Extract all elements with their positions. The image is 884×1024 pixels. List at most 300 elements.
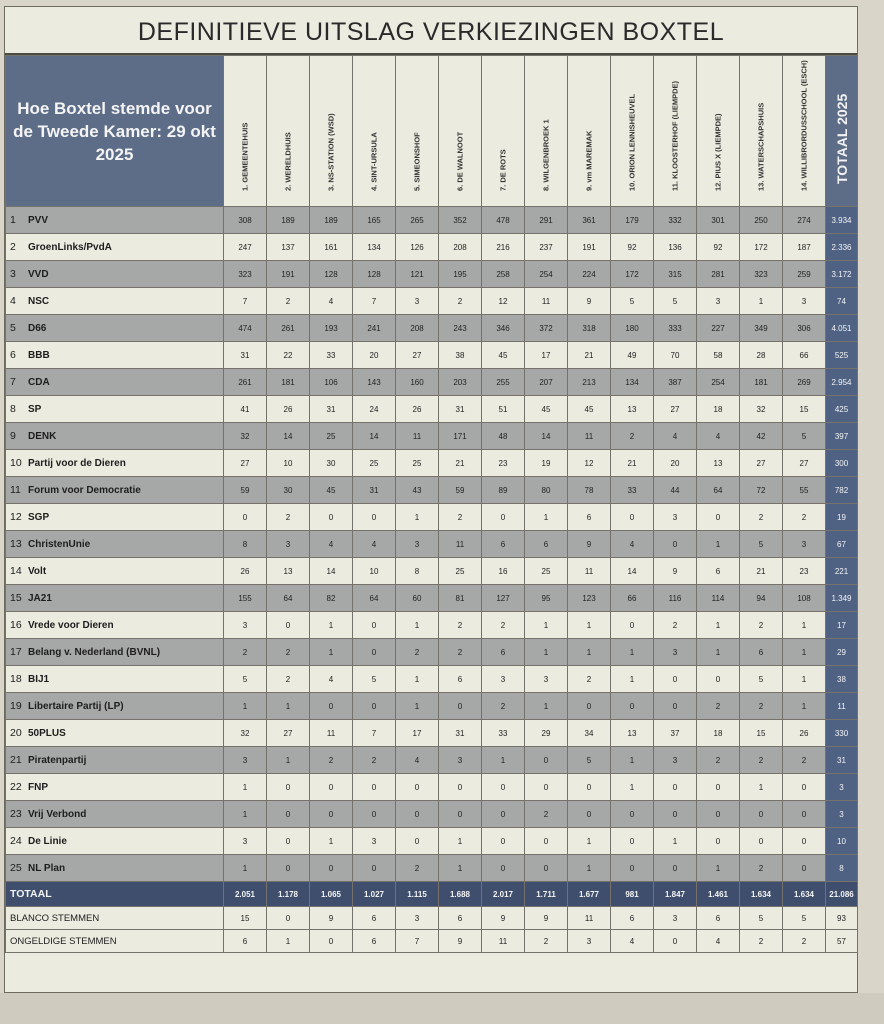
vote-cell: 66 [783, 342, 826, 369]
vote-cell: 1 [267, 693, 310, 720]
column-header-label: 10. ORION LENNISHEUVEL [627, 93, 637, 191]
party-name: BBB [28, 350, 50, 361]
vote-cell: 0 [654, 801, 697, 828]
vote-cell: 181 [740, 369, 783, 396]
vote-cell: 14 [267, 423, 310, 450]
vote-cell: 179 [611, 207, 654, 234]
extra-cell: 4 [697, 930, 740, 953]
vote-cell: 13 [611, 396, 654, 423]
vote-cell: 2 [482, 612, 525, 639]
vote-cell: 161 [310, 234, 353, 261]
vote-cell: 32 [224, 423, 267, 450]
party-total-cell: 3 [826, 774, 858, 801]
vote-cell: 172 [611, 261, 654, 288]
vote-cell: 1 [568, 828, 611, 855]
party-number: 14 [10, 565, 22, 577]
vote-cell: 0 [353, 612, 396, 639]
party-cell [6, 666, 224, 693]
vote-cell: 160 [396, 369, 439, 396]
vote-cell: 1 [654, 828, 697, 855]
vote-cell: 191 [568, 234, 611, 261]
vote-cell: 32 [224, 720, 267, 747]
party-name: Belang v. Nederland (BVNL) [28, 647, 161, 658]
extra-cell: 6 [353, 907, 396, 930]
vote-cell: 37 [654, 720, 697, 747]
vote-cell: 25 [396, 450, 439, 477]
vote-cell: 187 [783, 234, 826, 261]
vote-cell: 2 [740, 504, 783, 531]
vote-cell: 203 [439, 369, 482, 396]
vote-cell: 21 [611, 450, 654, 477]
vote-cell: 38 [439, 342, 482, 369]
extra-total-cell: 93 [826, 907, 858, 930]
vote-cell: 7 [224, 288, 267, 315]
party-name: DENK [28, 431, 57, 442]
column-header [654, 56, 697, 207]
party-name: Volt [28, 566, 47, 577]
totaal-cell: 1.711 [525, 882, 568, 907]
vote-cell: 1 [783, 639, 826, 666]
party-number: 21 [10, 754, 22, 766]
vote-cell: 4 [396, 747, 439, 774]
vote-cell: 13 [697, 450, 740, 477]
vote-cell: 10 [267, 450, 310, 477]
vote-cell: 1 [568, 855, 611, 882]
vote-cell: 0 [482, 504, 525, 531]
vote-cell: 31 [353, 477, 396, 504]
vote-cell: 3 [654, 747, 697, 774]
vote-cell: 208 [396, 315, 439, 342]
vote-cell: 59 [224, 477, 267, 504]
vote-cell: 3 [224, 747, 267, 774]
vote-cell: 0 [310, 693, 353, 720]
vote-cell: 301 [697, 207, 740, 234]
vote-cell: 27 [224, 450, 267, 477]
vote-cell: 2 [525, 801, 568, 828]
vote-cell: 1 [396, 612, 439, 639]
party-name: JA21 [28, 593, 52, 604]
vote-cell: 1 [310, 612, 353, 639]
party-total-cell: 19 [826, 504, 858, 531]
column-header-label: 11. KLOOSTERHOF (LIEMPDE) [670, 80, 680, 191]
totaal-cell: 1.847 [654, 882, 697, 907]
vote-cell: 1 [783, 612, 826, 639]
party-total-cell: 11 [826, 693, 858, 720]
vote-cell: 64 [267, 585, 310, 612]
extra-cell: 2 [783, 930, 826, 953]
table-row [6, 261, 858, 288]
extra-cell: 9 [310, 907, 353, 930]
vote-cell: 9 [568, 531, 611, 558]
vote-cell: 5 [224, 666, 267, 693]
vote-cell: 4 [697, 423, 740, 450]
vote-cell: 0 [353, 639, 396, 666]
vote-cell: 1 [697, 855, 740, 882]
column-header [568, 56, 611, 207]
vote-cell: 0 [568, 774, 611, 801]
vote-cell: 14 [353, 423, 396, 450]
vote-cell: 180 [611, 315, 654, 342]
vote-cell: 3 [783, 288, 826, 315]
vote-cell: 31 [439, 720, 482, 747]
column-header [525, 56, 568, 207]
vote-cell: 1 [697, 531, 740, 558]
table-row [6, 207, 858, 234]
party-number: 10 [10, 457, 22, 469]
column-header-label: 7. DE ROTS [498, 149, 508, 191]
party-name: SGP [28, 512, 50, 523]
party-number: 7 [10, 376, 16, 388]
vote-cell: 0 [697, 774, 740, 801]
vote-cell: 0 [611, 855, 654, 882]
vote-cell: 237 [525, 234, 568, 261]
party-cell [6, 693, 224, 720]
vote-cell: 66 [611, 585, 654, 612]
vote-cell: 189 [310, 207, 353, 234]
vote-cell: 1 [482, 747, 525, 774]
party-name: Partij voor de Dieren [28, 458, 126, 469]
vote-cell: 45 [568, 396, 611, 423]
party-name: De Linie [28, 836, 67, 847]
column-header-label: 2. WERELDHUIS [283, 132, 293, 191]
vote-cell: 11 [439, 531, 482, 558]
extra-cell: 0 [654, 930, 697, 953]
vote-cell: 155 [224, 585, 267, 612]
vote-cell: 1 [396, 666, 439, 693]
vote-cell: 3 [224, 828, 267, 855]
vote-cell: 259 [783, 261, 826, 288]
vote-cell: 0 [482, 801, 525, 828]
vote-cell: 9 [654, 558, 697, 585]
vote-cell: 10 [353, 558, 396, 585]
totaal-cell: 1.178 [267, 882, 310, 907]
vote-cell: 41 [224, 396, 267, 423]
extra-cell: 11 [568, 907, 611, 930]
vote-cell: 5 [611, 288, 654, 315]
party-name: Vrede voor Dieren [28, 620, 114, 631]
party-cell [6, 396, 224, 423]
vote-cell: 0 [353, 801, 396, 828]
vote-cell: 2 [267, 639, 310, 666]
party-total-cell: 330 [826, 720, 858, 747]
party-name: ChristenUnie [28, 539, 91, 550]
vote-cell: 0 [310, 801, 353, 828]
extra-cell: 5 [740, 907, 783, 930]
vote-cell: 2 [310, 747, 353, 774]
party-number: 17 [10, 646, 22, 658]
vote-cell: 72 [740, 477, 783, 504]
vote-cell: 1 [267, 747, 310, 774]
totaal-cell: 1.634 [783, 882, 826, 907]
vote-cell: 11 [310, 720, 353, 747]
party-total-cell: 3.934 [826, 207, 858, 234]
party-total-cell: 782 [826, 477, 858, 504]
vote-cell: 0 [396, 774, 439, 801]
extra-cell: 9 [482, 907, 525, 930]
vote-cell: 136 [654, 234, 697, 261]
results-table [5, 55, 858, 953]
vote-cell: 224 [568, 261, 611, 288]
party-number: 2 [10, 241, 16, 253]
vote-cell: 1 [396, 693, 439, 720]
vote-cell: 17 [525, 342, 568, 369]
extra-total-cell: 57 [826, 930, 858, 953]
vote-cell: 3 [482, 666, 525, 693]
vote-cell: 3 [525, 666, 568, 693]
party-total-cell: 38 [826, 666, 858, 693]
vote-cell: 2 [740, 747, 783, 774]
totaal-cell: 981 [611, 882, 654, 907]
vote-cell: 3 [654, 639, 697, 666]
vote-cell: 349 [740, 315, 783, 342]
vote-cell: 3 [783, 531, 826, 558]
vote-cell: 318 [568, 315, 611, 342]
party-cell [6, 585, 224, 612]
vote-cell: 21 [740, 558, 783, 585]
vote-cell: 2 [396, 855, 439, 882]
vote-cell: 5 [568, 747, 611, 774]
vote-cell: 0 [611, 612, 654, 639]
vote-cell: 45 [482, 342, 525, 369]
vote-cell: 0 [439, 801, 482, 828]
vote-cell: 0 [267, 828, 310, 855]
vote-cell: 165 [353, 207, 396, 234]
vote-cell: 70 [654, 342, 697, 369]
vote-cell: 21 [568, 342, 611, 369]
vote-cell: 1 [310, 639, 353, 666]
vote-cell: 127 [482, 585, 525, 612]
vote-cell: 60 [396, 585, 439, 612]
table-row [6, 396, 858, 423]
vote-cell: 172 [740, 234, 783, 261]
extra-cell: 3 [396, 907, 439, 930]
vote-cell: 6 [525, 531, 568, 558]
vote-cell: 1 [396, 504, 439, 531]
vote-cell: 26 [224, 558, 267, 585]
vote-cell: 49 [611, 342, 654, 369]
vote-cell: 15 [740, 720, 783, 747]
party-name: Libertaire Partij (LP) [28, 701, 124, 712]
vote-cell: 0 [353, 774, 396, 801]
vote-cell: 31 [224, 342, 267, 369]
column-header [439, 56, 482, 207]
vote-cell: 1 [224, 801, 267, 828]
party-total-cell: 10 [826, 828, 858, 855]
vote-cell: 4 [353, 531, 396, 558]
vote-cell: 0 [783, 801, 826, 828]
vote-cell: 13 [611, 720, 654, 747]
party-total-cell: 2.336 [826, 234, 858, 261]
vote-cell: 15 [783, 396, 826, 423]
vote-cell: 106 [310, 369, 353, 396]
vote-cell: 1 [611, 774, 654, 801]
vote-cell: 250 [740, 207, 783, 234]
table-row [6, 477, 858, 504]
extra-label: ONGELDIGE STEMMEN [6, 930, 224, 953]
party-cell [6, 747, 224, 774]
vote-cell: 0 [697, 666, 740, 693]
party-name: CDA [28, 377, 50, 388]
extra-cell: 6 [611, 907, 654, 930]
vote-cell: 0 [267, 612, 310, 639]
party-number: 1 [10, 214, 16, 226]
vote-cell: 2 [267, 504, 310, 531]
vote-cell: 20 [353, 342, 396, 369]
vote-cell: 5 [353, 666, 396, 693]
vote-cell: 11 [568, 423, 611, 450]
vote-cell: 0 [611, 693, 654, 720]
extra-cell: 3 [568, 930, 611, 953]
vote-cell: 2 [740, 855, 783, 882]
vote-cell: 0 [697, 504, 740, 531]
vote-cell: 195 [439, 261, 482, 288]
vote-cell: 261 [267, 315, 310, 342]
vote-cell: 189 [267, 207, 310, 234]
vote-cell: 27 [654, 396, 697, 423]
vote-cell: 2 [439, 612, 482, 639]
vote-cell: 42 [740, 423, 783, 450]
extra-cell: 6 [439, 907, 482, 930]
table-row [6, 234, 858, 261]
totaal-cell: 1.677 [568, 882, 611, 907]
vote-cell: 11 [396, 423, 439, 450]
table-row [6, 342, 858, 369]
vote-cell: 5 [740, 531, 783, 558]
vote-cell: 2 [740, 612, 783, 639]
party-name: BIJ1 [28, 674, 50, 685]
extra-cell: 6 [353, 930, 396, 953]
grand-total-cell: 21.086 [826, 882, 858, 907]
vote-cell: 3 [396, 531, 439, 558]
party-name: Forum voor Democratie [28, 485, 141, 496]
party-cell [6, 369, 224, 396]
vote-cell: 23 [783, 558, 826, 585]
vote-cell: 114 [697, 585, 740, 612]
column-header-label: 8. WILGENBROEK 1 [541, 119, 551, 191]
vote-cell: 0 [353, 504, 396, 531]
vote-cell: 0 [654, 855, 697, 882]
vote-cell: 6 [740, 639, 783, 666]
vote-cell: 2 [783, 504, 826, 531]
vote-cell: 274 [783, 207, 826, 234]
vote-cell: 1 [224, 774, 267, 801]
vote-cell: 6 [482, 531, 525, 558]
party-total-cell: 3.172 [826, 261, 858, 288]
vote-cell: 128 [310, 261, 353, 288]
vote-cell: 55 [783, 477, 826, 504]
column-header [482, 56, 525, 207]
vote-cell: 0 [224, 504, 267, 531]
column-header [353, 56, 396, 207]
vote-cell: 94 [740, 585, 783, 612]
extra-row [6, 907, 858, 930]
vote-cell: 3 [654, 504, 697, 531]
vote-cell: 6 [568, 504, 611, 531]
vote-cell: 7 [353, 288, 396, 315]
party-cell [6, 504, 224, 531]
vote-cell: 1 [740, 774, 783, 801]
vote-cell: 0 [439, 774, 482, 801]
vote-cell: 26 [783, 720, 826, 747]
results-sheet [4, 6, 858, 993]
vote-cell: 31 [439, 396, 482, 423]
party-number: 9 [10, 430, 16, 442]
vote-cell: 333 [654, 315, 697, 342]
vote-cell: 0 [654, 531, 697, 558]
table-row [6, 801, 858, 828]
newspaper-footer [0, 993, 884, 1024]
vote-cell: 213 [568, 369, 611, 396]
vote-cell: 478 [482, 207, 525, 234]
vote-cell: 0 [568, 693, 611, 720]
vote-cell: 255 [482, 369, 525, 396]
party-number: 5 [10, 322, 16, 334]
vote-cell: 227 [697, 315, 740, 342]
party-name: D66 [28, 323, 47, 334]
party-cell [6, 774, 224, 801]
vote-cell: 7 [353, 720, 396, 747]
vote-cell: 95 [525, 585, 568, 612]
vote-cell: 352 [439, 207, 482, 234]
vote-cell: 31 [310, 396, 353, 423]
vote-cell: 0 [740, 801, 783, 828]
vote-cell: 5 [654, 288, 697, 315]
column-header-label: 13. WATERSCHAPSHUIS [756, 102, 766, 191]
vote-cell: 0 [783, 828, 826, 855]
party-cell [6, 720, 224, 747]
table-row [6, 450, 858, 477]
vote-cell: 2 [482, 693, 525, 720]
vote-cell: 207 [525, 369, 568, 396]
party-number: 3 [10, 268, 16, 280]
vote-cell: 4 [611, 531, 654, 558]
vote-cell: 25 [353, 450, 396, 477]
party-name: VVD [28, 269, 49, 280]
party-cell [6, 315, 224, 342]
vote-cell: 0 [310, 774, 353, 801]
vote-cell: 134 [611, 369, 654, 396]
vote-cell: 3 [267, 531, 310, 558]
vote-cell: 315 [654, 261, 697, 288]
vote-cell: 0 [482, 828, 525, 855]
vote-cell: 1 [783, 693, 826, 720]
party-number: 18 [10, 673, 22, 685]
vote-cell: 27 [783, 450, 826, 477]
vote-cell: 2 [267, 666, 310, 693]
party-cell [6, 288, 224, 315]
vote-cell: 2 [697, 747, 740, 774]
vote-cell: 4 [310, 666, 353, 693]
vote-cell: 92 [611, 234, 654, 261]
table-row [6, 585, 858, 612]
vote-cell: 193 [310, 315, 353, 342]
party-number: 12 [10, 511, 22, 523]
party-total-cell: 17 [826, 612, 858, 639]
vote-cell: 0 [267, 855, 310, 882]
vote-cell: 2 [439, 504, 482, 531]
vote-cell: 25 [310, 423, 353, 450]
vote-cell: 9 [568, 288, 611, 315]
totaal-row [6, 882, 858, 907]
vote-cell: 323 [224, 261, 267, 288]
party-total-cell: 74 [826, 288, 858, 315]
table-row [6, 720, 858, 747]
party-number: 16 [10, 619, 22, 631]
vote-cell: 18 [697, 720, 740, 747]
table-row [6, 612, 858, 639]
party-number: 19 [10, 700, 22, 712]
vote-cell: 372 [525, 315, 568, 342]
